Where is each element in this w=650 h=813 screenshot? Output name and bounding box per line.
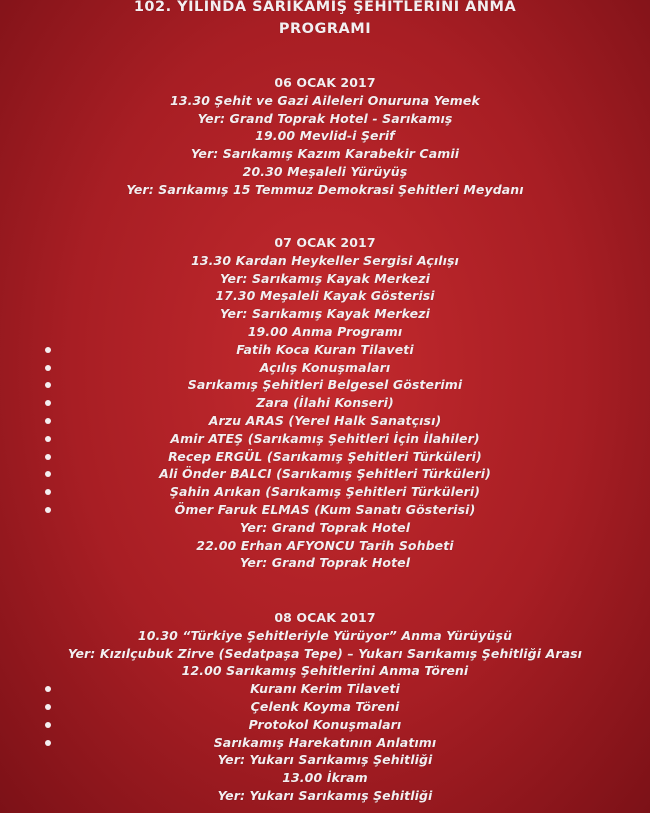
program-entry: 22.00 Erhan AFYONCU Tarih Sohbeti xyxy=(196,537,454,553)
day-date: 08 OCAK 2017 xyxy=(274,610,376,625)
bullet-icon xyxy=(45,507,51,513)
program-entry: 13.30 Şehit ve Gazi Aileleri Onuruna Yemek xyxy=(170,92,480,108)
program-entry: 20.30 Meşaleli Yürüyüş xyxy=(242,164,408,179)
program-entry: 12.00 Sarıkamış Şehitlerini Anma Töreni xyxy=(181,663,469,679)
program-entry: Yer: Yukarı Sarıkamış Şehitliği xyxy=(217,752,433,768)
bullet-icon xyxy=(45,704,51,710)
program-entry: Yer: Kızılçubuk Zirve (Sedatpaşa Tepe) – Yukarı Sarıkamış Şehitliği Arası xyxy=(67,645,583,661)
bullet-icon xyxy=(45,418,51,424)
program-entry: 13.00 İkram xyxy=(282,770,368,786)
program-bullet-item: Protokol Konuşmaları xyxy=(248,716,402,732)
program-entry: 10.30 “Türkiye Şehitleriyle Yürüyor” Anma Yürüyüşü xyxy=(137,627,513,643)
program-bullet-item: Açılış Konuşmaları xyxy=(259,359,391,375)
program-entry: Yer: Grand Toprak Hotel xyxy=(239,555,411,571)
program-bullet-item: Recep ERGÜL (Sarıkamış Şehitleri Türküleri) xyxy=(168,448,482,464)
program-bullet-item: Şahin Arıkan (Sarıkamış Şehitleri Türküleri) xyxy=(169,484,481,500)
program-bullet-item: Ali Önder BALCI (Sarıkamış Şehitleri Türküleri) xyxy=(159,466,491,482)
program-entry: Yer: Grand Toprak Hotel xyxy=(239,519,411,535)
program-bullet-item: Fatih Koca Kuran Tilaveti xyxy=(236,341,414,357)
bullet-icon xyxy=(45,365,51,371)
program-bullet-item: Sarıkamış Şehitleri Belgesel Gösterimi xyxy=(187,377,463,393)
program-entry: Yer: Sarıkamış Kayak Merkezi xyxy=(220,306,430,322)
program-bullet-item: Çelenk Koyma Töreni xyxy=(250,699,400,714)
program-bullet-item: Sarıkamış Harekatının Anlatımı xyxy=(213,734,437,750)
program-bullet-item: Zara (İlahi Konseri) xyxy=(256,395,394,411)
program-bullet-item: Arzu ARAS (Yerel Halk Sanatçısı) xyxy=(208,413,442,428)
program-entry: 19.00 Mevlid-i Şerif xyxy=(255,128,395,144)
program-entry: Yer: Grand Toprak Hotel - Sarıkamış xyxy=(197,110,453,126)
program-entry: Yer: Sarıkamış Kayak Merkezi xyxy=(220,270,430,286)
program-entry: 13.30 Kardan Heykeller Sergisi Açılışı xyxy=(191,252,459,268)
program-entry: Yer: Yukarı Sarıkamış Şehitliği xyxy=(217,788,433,803)
program-bullet-item: Ömer Faruk ELMAS (Kum Sanatı Gösterisi) xyxy=(174,502,476,517)
day-date: 06 OCAK 2017 xyxy=(274,75,376,90)
bullet-icon xyxy=(45,347,51,353)
program-title-line-2: PROGRAMI xyxy=(278,21,372,37)
program-title-line-1: 102. YILINDA SARIKAMIŞ ŞEHİTLERİNİ ANMA xyxy=(133,0,517,15)
program-bullet-item: Kuranı Kerim Tilaveti xyxy=(250,681,400,697)
program-bullet-item: Amir ATEŞ (Sarıkamış Şehitleri İçin İlahiler) xyxy=(170,430,480,446)
bullet-icon xyxy=(45,740,51,746)
bullet-icon xyxy=(45,436,51,442)
day-date: 07 OCAK 2017 xyxy=(274,235,376,250)
bullet-icon xyxy=(45,722,51,728)
bullet-icon xyxy=(45,454,51,460)
program-entry: Yer: Sarıkamış 15 Temmuz Demokrasi Şehitleri Meydanı xyxy=(126,181,524,197)
program-entry: 19.00 Anma Programı xyxy=(247,324,403,339)
program-entry: Yer: Sarıkamış Kazım Karabekir Camii xyxy=(190,146,460,162)
program-entry: 17.30 Meşaleli Kayak Gösterisi xyxy=(215,288,435,304)
